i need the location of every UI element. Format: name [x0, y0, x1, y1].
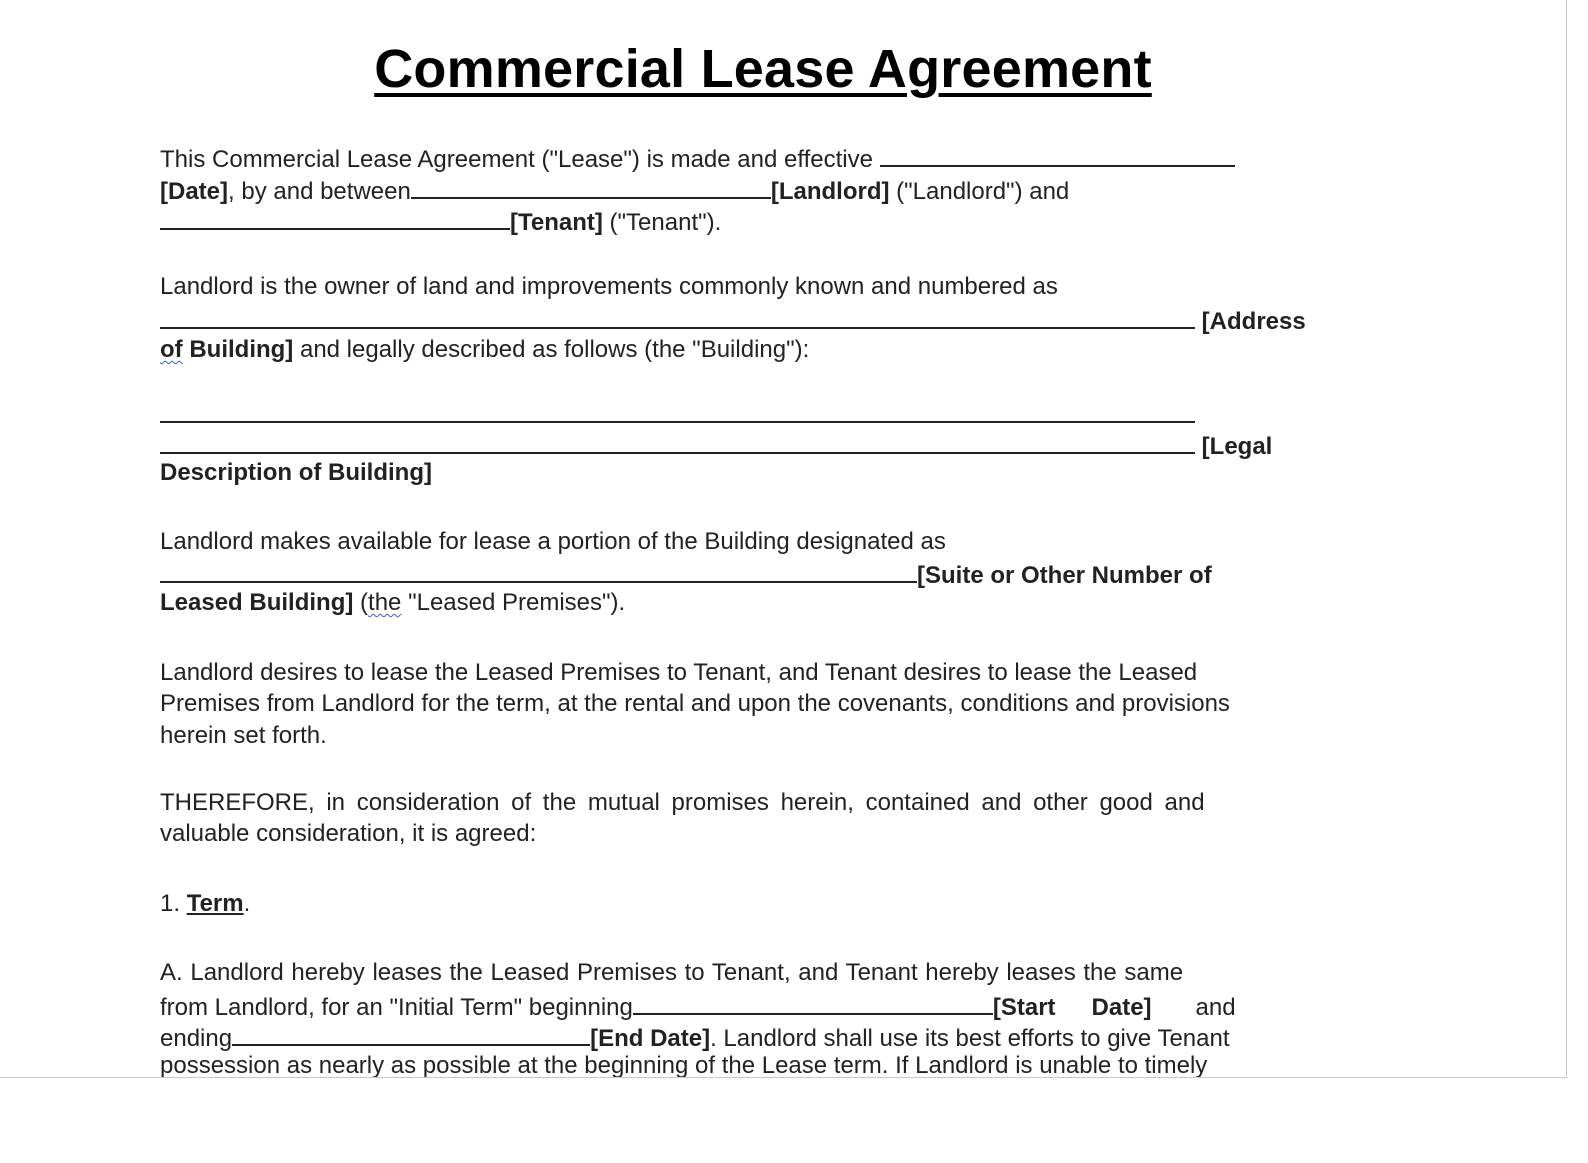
legal-description-blank-1[interactable]	[160, 397, 1195, 423]
legal-description-line-3: Description of Building]	[160, 459, 432, 486]
page-border-bottom	[0, 1077, 1567, 1078]
intro-line-1: This Commercial Lease Agreement ("Lease") is made and effective	[160, 141, 1235, 175]
desire-line-3: herein set forth.	[160, 722, 327, 749]
section-1-heading: 1. Term.	[160, 890, 251, 917]
intro-line-2: [Date], by and between [Landlord] ("Landlord") and	[160, 173, 1069, 207]
suite-number-blank[interactable]	[160, 557, 917, 583]
therefore-line-1: THEREFORE, in consideration of the mutual promises herein, contained and other good and	[160, 789, 1205, 816]
page-border-right	[1566, 0, 1567, 1077]
term-a-line-3: ending [End Date]. Landlord shall use its best efforts to give Tenant	[160, 1020, 1230, 1054]
effective-date-blank[interactable]	[880, 141, 1235, 167]
term-a-line-4: possession as nearly as possible at the beginning of the Lease term. If Landlord is unable to timely	[160, 1052, 1208, 1077]
document-title: Commercial Lease Agreement	[374, 39, 1152, 99]
desire-line-1: Landlord desires to lease the Leased Premises to Tenant, and Tenant desires to lease the Leased	[160, 659, 1198, 686]
building-line-1: Landlord is the owner of land and improvements commonly known and numbered as	[160, 273, 1058, 300]
legal-description-line-2: [Legal	[160, 428, 1272, 462]
desire-line-2: Premises from Landlord for the term, at the rental and upon the covenants, conditions and provisions	[160, 690, 1230, 717]
suite-line-1: Landlord makes available for lease a portion of the Building designated as	[160, 528, 946, 555]
suite-line-2: [Suite or Other Number of	[160, 557, 1212, 591]
term-a-line-1: A. Landlord hereby leases the Leased Premises to Tenant, and Tenant hereby leases the same	[160, 959, 1184, 986]
legal-description-line-1	[160, 397, 1195, 431]
tenant-name-blank[interactable]	[160, 204, 510, 230]
end-date-blank[interactable]	[232, 1020, 590, 1046]
building-address-blank[interactable]	[160, 303, 1195, 329]
building-line-2: [Address	[160, 303, 1306, 337]
therefore-line-2: valuable consideration, it is agreed:	[160, 820, 537, 847]
building-line-3: of Building] and legally described as follows (the "Building"):	[160, 336, 810, 363]
suite-line-3: Leased Building] (the "Leased Premises").	[160, 589, 626, 616]
start-date-blank[interactable]	[633, 989, 993, 1015]
term-a-line-2: from Landlord, for an "Initial Term" beginning [Start Date] and	[160, 989, 1236, 1023]
intro-line-3: [Tenant] ("Tenant").	[160, 204, 721, 238]
landlord-name-blank[interactable]	[411, 173, 771, 199]
legal-description-blank-2[interactable]	[160, 428, 1195, 454]
